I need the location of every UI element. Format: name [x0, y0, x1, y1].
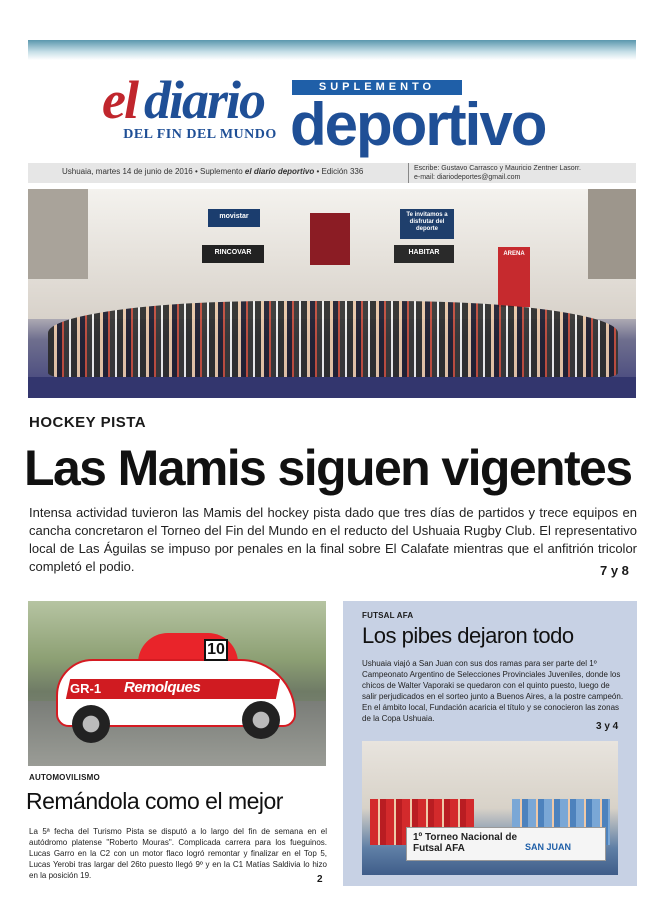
front-wheel	[72, 705, 110, 743]
team-crowd	[48, 301, 618, 381]
rear-wheel	[242, 701, 280, 739]
race-car-photo	[28, 601, 326, 766]
el-diario-logo	[100, 62, 300, 152]
supplement-name: el diario deportivo	[244, 167, 315, 176]
hockey-team-photo	[28, 189, 636, 398]
auto-kicker: AUTOMOVILISMO	[29, 773, 100, 782]
top-color-band	[28, 40, 636, 60]
futsal-banner	[406, 827, 606, 861]
car-sponsor-text: Remolques	[124, 679, 201, 696]
info-bar	[28, 163, 636, 183]
masthead	[100, 62, 570, 158]
futsal-sponsor: SAN JUAN	[525, 842, 572, 852]
banner-movistar: movistar	[208, 209, 260, 227]
credits	[414, 164, 581, 182]
futsal-body: Ushuaia viajó a San Juan con sus dos ramas para ser parte del 1º Campeonato Argentino de Selecciones Provinciales Juveniles, donde los chicos de Walter Vaporaki se quedaron con el quinto puesto, luego de salir perjudicados en el sorteo junto a Buenos Aires, a la postre campeón. En el ámbito local, Fundación acaricia el título y se conocieron las zonas de la Copa Ushuaia.	[362, 659, 624, 723]
futsal-headline: Los pibes dejaron todo	[362, 623, 574, 648]
main-headline: Las Mamis siguen vigentes	[24, 440, 632, 496]
car-number: 10	[204, 639, 228, 661]
futsal-kicker: FUTSAL AFA	[362, 611, 414, 620]
photo-window-right	[588, 189, 636, 279]
info-divider	[408, 163, 409, 183]
edition-number: • Edición 336	[314, 167, 364, 176]
date-text: Ushuaia, martes 14 de junio de 2016 • Suplemento	[62, 167, 245, 176]
court-floor	[28, 377, 636, 398]
email-text: e-mail: diariodeportes@gmail.com	[414, 174, 521, 181]
car-gr1-text: GR-1	[70, 681, 102, 696]
auto-headline: Remándola como el mejor	[26, 788, 283, 814]
auto-page-ref: 2	[317, 874, 323, 885]
banner-deporte: Te invitamos a disfrutar del deporte	[400, 209, 454, 239]
main-kicker: HOCKEY PISTA	[29, 414, 147, 431]
auto-body: La 5ª fecha del Turismo Pista se disputó a lo largo del fin de semana en el autódromo platense "Roberto Mouras". Complicada carrera para los fueguinos. Lucas Garro en la C2 con un motor flaco logró remontar y finalizar en el Top 5, Lucas Yerobi tras largar del 26to puesto llegó 9º y en la C1 Matías Saldivia lo hizo en la posición 19.	[29, 827, 327, 880]
logo-tagline: DEL FIN DEL MUNDO	[123, 127, 277, 142]
photo-window-left	[28, 189, 88, 279]
banner-habitar: HABITAR	[394, 245, 454, 263]
futsal-page-ref: 3 y 4	[596, 721, 619, 732]
suplemento-label: SUPLEMENTO	[292, 80, 462, 95]
main-lead: Intensa actividad tuvieron las Mamis del hockey pista dado que tres días de partidos y trece equipos en cancha concretaron el Torneo del Fin del Mundo en el reducto del Ushuaia Rugby Club. El representativo local de Las Águilas se impuso por penales en la final sobre El Calafate mientras que el anfitrión tricolor completó el podio.	[29, 505, 637, 574]
banner-red-flag	[310, 213, 350, 265]
writers-text: Escribe: Gustavo Carrasco y Mauricio Zentner Lasorr.	[414, 165, 581, 172]
edition-info	[62, 167, 363, 176]
banner-rincovar: RINCOVAR	[202, 245, 264, 263]
banner-arena: ARENA	[498, 247, 530, 307]
futsal-team-photo	[362, 741, 618, 875]
deportivo-title: deportivo	[290, 91, 546, 158]
logo-diario: diario	[144, 70, 265, 130]
futsal-banner-text: 1º Torneo Nacional de Futsal AFA	[413, 832, 518, 854]
main-page-ref: 7 y 8	[600, 563, 629, 578]
logo-el: el	[102, 70, 137, 130]
